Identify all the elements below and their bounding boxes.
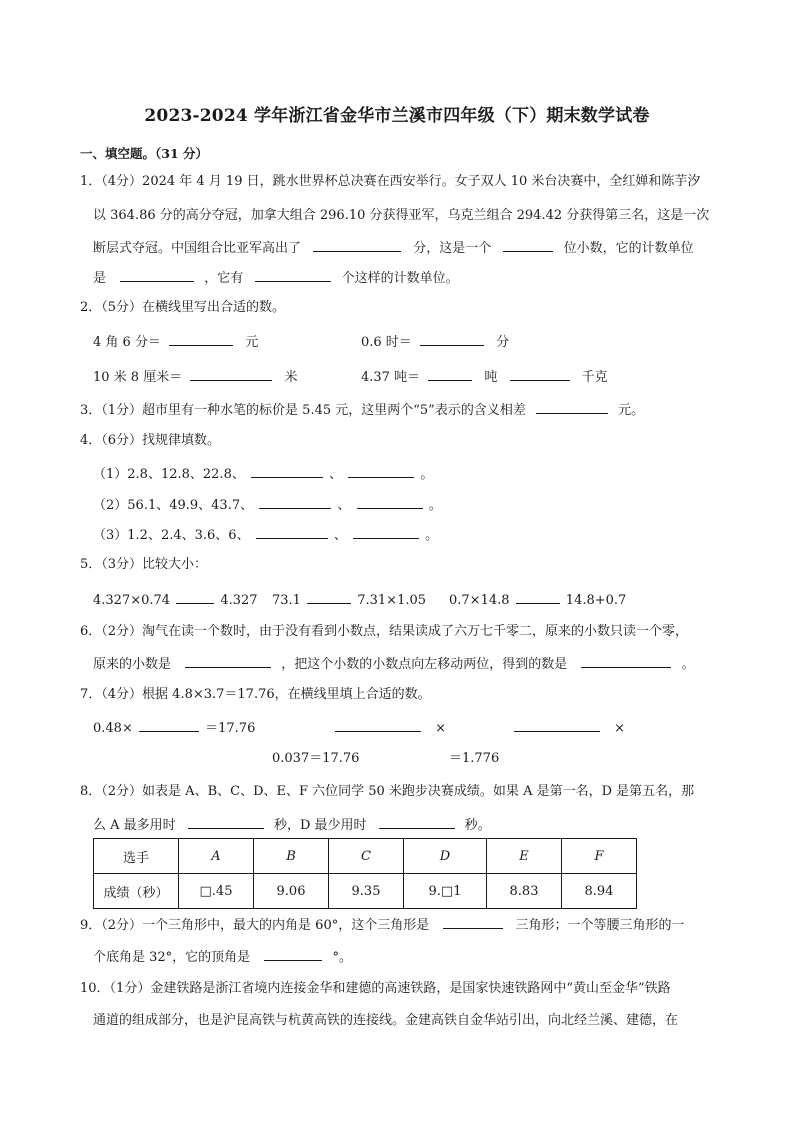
q2-unit: 千克: [581, 370, 608, 385]
table-header-row: [94, 839, 637, 874]
q6-answer-blank[interactable]: [581, 653, 671, 668]
table-cell: □.45: [179, 874, 254, 909]
q2-answer-blank[interactable]: [190, 366, 272, 381]
q9-answer-blank[interactable]: [443, 914, 503, 929]
q5-text: 73.1: [272, 593, 301, 608]
q7-eq-3: [512, 717, 625, 739]
q1-answer-blank[interactable]: [313, 237, 401, 252]
q1-text: 是: [93, 271, 107, 286]
table-cell: 9.35: [329, 874, 404, 909]
q1-text: 位小数，它的计数单位: [563, 241, 694, 256]
q2-text: 4 角 6 分＝: [93, 335, 161, 350]
q8-text: 么 A 最多用时: [93, 818, 176, 833]
q9-text: 9．（2分）一个三角形中，最大的内角是 60°，这个三角形是: [80, 918, 430, 933]
q4-sep: 、: [337, 498, 351, 513]
q2-stem: 2．（5分）在横线里写出合适的数。: [80, 300, 286, 315]
q8-text: 秒。: [464, 818, 491, 833]
q2-item-2: [361, 331, 509, 353]
q7-answer-blank[interactable]: [139, 717, 199, 732]
q2-text: 0.6 时＝: [361, 335, 412, 350]
q4-row-1: [93, 463, 433, 485]
q1-answer-blank[interactable]: [120, 267, 194, 282]
table-cell: A: [179, 839, 254, 874]
q4-text: （3）1.2、2.4、3.6、6、: [93, 528, 250, 543]
q4-end: 。: [420, 467, 434, 482]
q10-line-2: 通道的组成部分，也是沪昆高铁与杭黄高铁的连接线。金建高铁自金华站引出，向北经兰溪、建德，在: [93, 1013, 679, 1028]
q1-text: 个这样的计数单位。: [341, 271, 459, 286]
score-table: [93, 838, 637, 909]
q9-line-1: [80, 914, 685, 936]
q2-text: 10 米 8 厘米＝: [93, 370, 183, 385]
q2-unit: 元: [245, 335, 259, 350]
q5-compare-3: [449, 589, 626, 611]
q7-text: ×: [435, 721, 447, 736]
q1-text: 分，这是一个: [413, 241, 492, 256]
q6-answer-blank[interactable]: [185, 653, 271, 668]
q7-stem: 7．（4分）根据 4.8×3.7＝17.76，在横线里填上合适的数。: [80, 687, 431, 702]
table-cell: E: [487, 839, 562, 874]
q2-answer-blank[interactable]: [510, 366, 570, 381]
q1-line-3: [93, 237, 694, 259]
q6-text: ，把这个小数的小数点向左移动两位，得到的数是: [281, 657, 568, 672]
q1-answer-blank[interactable]: [255, 267, 331, 282]
q4-answer-blank[interactable]: [357, 494, 423, 509]
q5-compare-1: [93, 589, 258, 611]
table-cell: C: [329, 839, 404, 874]
q3-line: [80, 399, 644, 421]
q1-line-1: 1．（4分）2024 年 4 月 19 日，跳水世界杯总决赛在西安举行。女子双人 10 米台决赛中，全红婵和陈芋汐: [80, 174, 701, 189]
q4-end: 。: [425, 528, 439, 543]
q5-text: 0.7×14.8: [449, 593, 510, 608]
table-cell: 8.83: [487, 874, 562, 909]
q5-answer-blank[interactable]: [176, 589, 214, 604]
q8-text: 秒，D 最少用时: [273, 818, 367, 833]
q7-text: ×: [614, 721, 626, 736]
q5-text: 4.327×0.74: [93, 593, 171, 608]
q5-text: 7.31×1.05: [357, 593, 427, 608]
q5-text: 14.8+0.7: [565, 593, 627, 608]
q1-text: 断层式夺冠。中国组合比亚军高出了: [93, 241, 302, 256]
q9-text: 个底角是 32°，它的顶角是: [93, 950, 251, 965]
q2-unit: 分: [496, 335, 510, 350]
q4-end: 。: [428, 498, 442, 513]
table-cell: 8.94: [562, 874, 637, 909]
q6-line-1: 6．（2分）淘气在读一个数时，由于没有看到小数点，结果读成了六万七千零二，原来的小数只读一个零，: [80, 624, 689, 639]
q9-text: °。: [332, 950, 352, 965]
q7-eq-2: [333, 717, 446, 739]
q4-row-3: [93, 524, 438, 546]
q2-unit: 米: [284, 370, 298, 385]
q2-unit: 吨: [484, 370, 498, 385]
table-cell: B: [254, 839, 329, 874]
table-cell: 9.□1: [404, 874, 487, 909]
q2-item-3: [93, 366, 298, 388]
q7-eq-2-cont: 0.037＝17.76: [272, 751, 360, 766]
table-cell: 9.06: [254, 874, 329, 909]
q4-answer-blank[interactable]: [353, 524, 419, 539]
table-cell: D: [404, 839, 487, 874]
q1-line-4: [93, 267, 459, 289]
q2-item-4: [361, 366, 608, 388]
q7-answer-blank[interactable]: [514, 717, 600, 732]
q7-answer-blank[interactable]: [335, 717, 421, 732]
q7-text: ＝17.76: [205, 721, 256, 736]
q3-text: 3．（1分）超市里有一种水笔的标价是 5.45 元，这里两个“5”表示的含义相差: [80, 403, 526, 418]
q2-answer-blank[interactable]: [428, 366, 472, 381]
q2-answer-blank[interactable]: [169, 331, 233, 346]
q6-text: 。: [681, 657, 695, 672]
q4-answer-blank[interactable]: [348, 463, 414, 478]
q1-text: ，它有: [204, 271, 244, 286]
q4-text: （2）56.1、49.9、43.7、: [93, 498, 254, 513]
q9-answer-blank[interactable]: [264, 946, 322, 961]
q4-sep: 、: [333, 528, 347, 543]
table-cell: 选手: [94, 839, 179, 874]
table-row: [94, 874, 637, 909]
q8-line-2: [93, 814, 491, 836]
q4-row-2: [93, 494, 442, 516]
q2-text: 4.37 吨＝: [361, 370, 421, 385]
q3-text: 元。: [618, 403, 645, 418]
q10-line-1: 10．（1分）金建铁路是浙江省境内连接金华和建德的高速铁路，是国家快速铁路网中“黄山至金华”铁路: [80, 981, 671, 996]
q5-text: 4.327: [220, 593, 258, 608]
q3-answer-blank[interactable]: [536, 399, 608, 414]
q7-eq-1: [93, 717, 255, 739]
q4-answer-blank[interactable]: [256, 524, 328, 539]
exam-title: 2023-2024 学年浙江省金华市兰溪市四年级（下）期末数学试卷: [144, 106, 650, 126]
table-cell: F: [562, 839, 637, 874]
q5-stem: 5．（3分）比较大小：: [80, 557, 208, 572]
q8-answer-blank[interactable]: [188, 814, 264, 829]
q7-text: 0.48×: [93, 721, 133, 736]
q5-answer-blank[interactable]: [307, 589, 351, 604]
section-heading: 一、填空题。（31 分）: [80, 146, 208, 161]
q1-line-2: 以 364.86 分的高分夺冠，加拿大组合 296.10 分获得亚军，乌克兰组合 294.42 分获得第三名，这是一次: [93, 208, 710, 223]
q1-answer-blank[interactable]: [503, 237, 553, 252]
q8-line-1: 8．（2分）如表是 A、B、C、D、E、F 六位同学 50 米跑步决赛成绩。如果 A 是第一名，D 是第五名，那: [80, 784, 695, 799]
q4-text: （1）2.8、12.8、22.8、: [93, 467, 245, 482]
q7-eq-3-cont: ＝1.776: [449, 751, 500, 766]
q6-line-2: [93, 653, 695, 675]
q2-item-1: [93, 331, 258, 353]
q4-sep: 、: [329, 467, 343, 482]
q5-answer-blank[interactable]: [516, 589, 560, 604]
q6-text: 原来的小数是: [93, 657, 172, 672]
q4-stem: 4．（6分）找规律填数。: [80, 433, 221, 448]
q9-text: 三角形；一个等腰三角形的一: [515, 918, 685, 933]
q4-answer-blank[interactable]: [251, 463, 323, 478]
q4-answer-blank[interactable]: [259, 494, 331, 509]
table-cell: 成绩（秒）: [94, 874, 179, 909]
q5-compare-2: [272, 589, 426, 611]
q8-answer-blank[interactable]: [379, 814, 455, 829]
q9-line-2: [93, 946, 352, 968]
q2-answer-blank[interactable]: [420, 331, 484, 346]
